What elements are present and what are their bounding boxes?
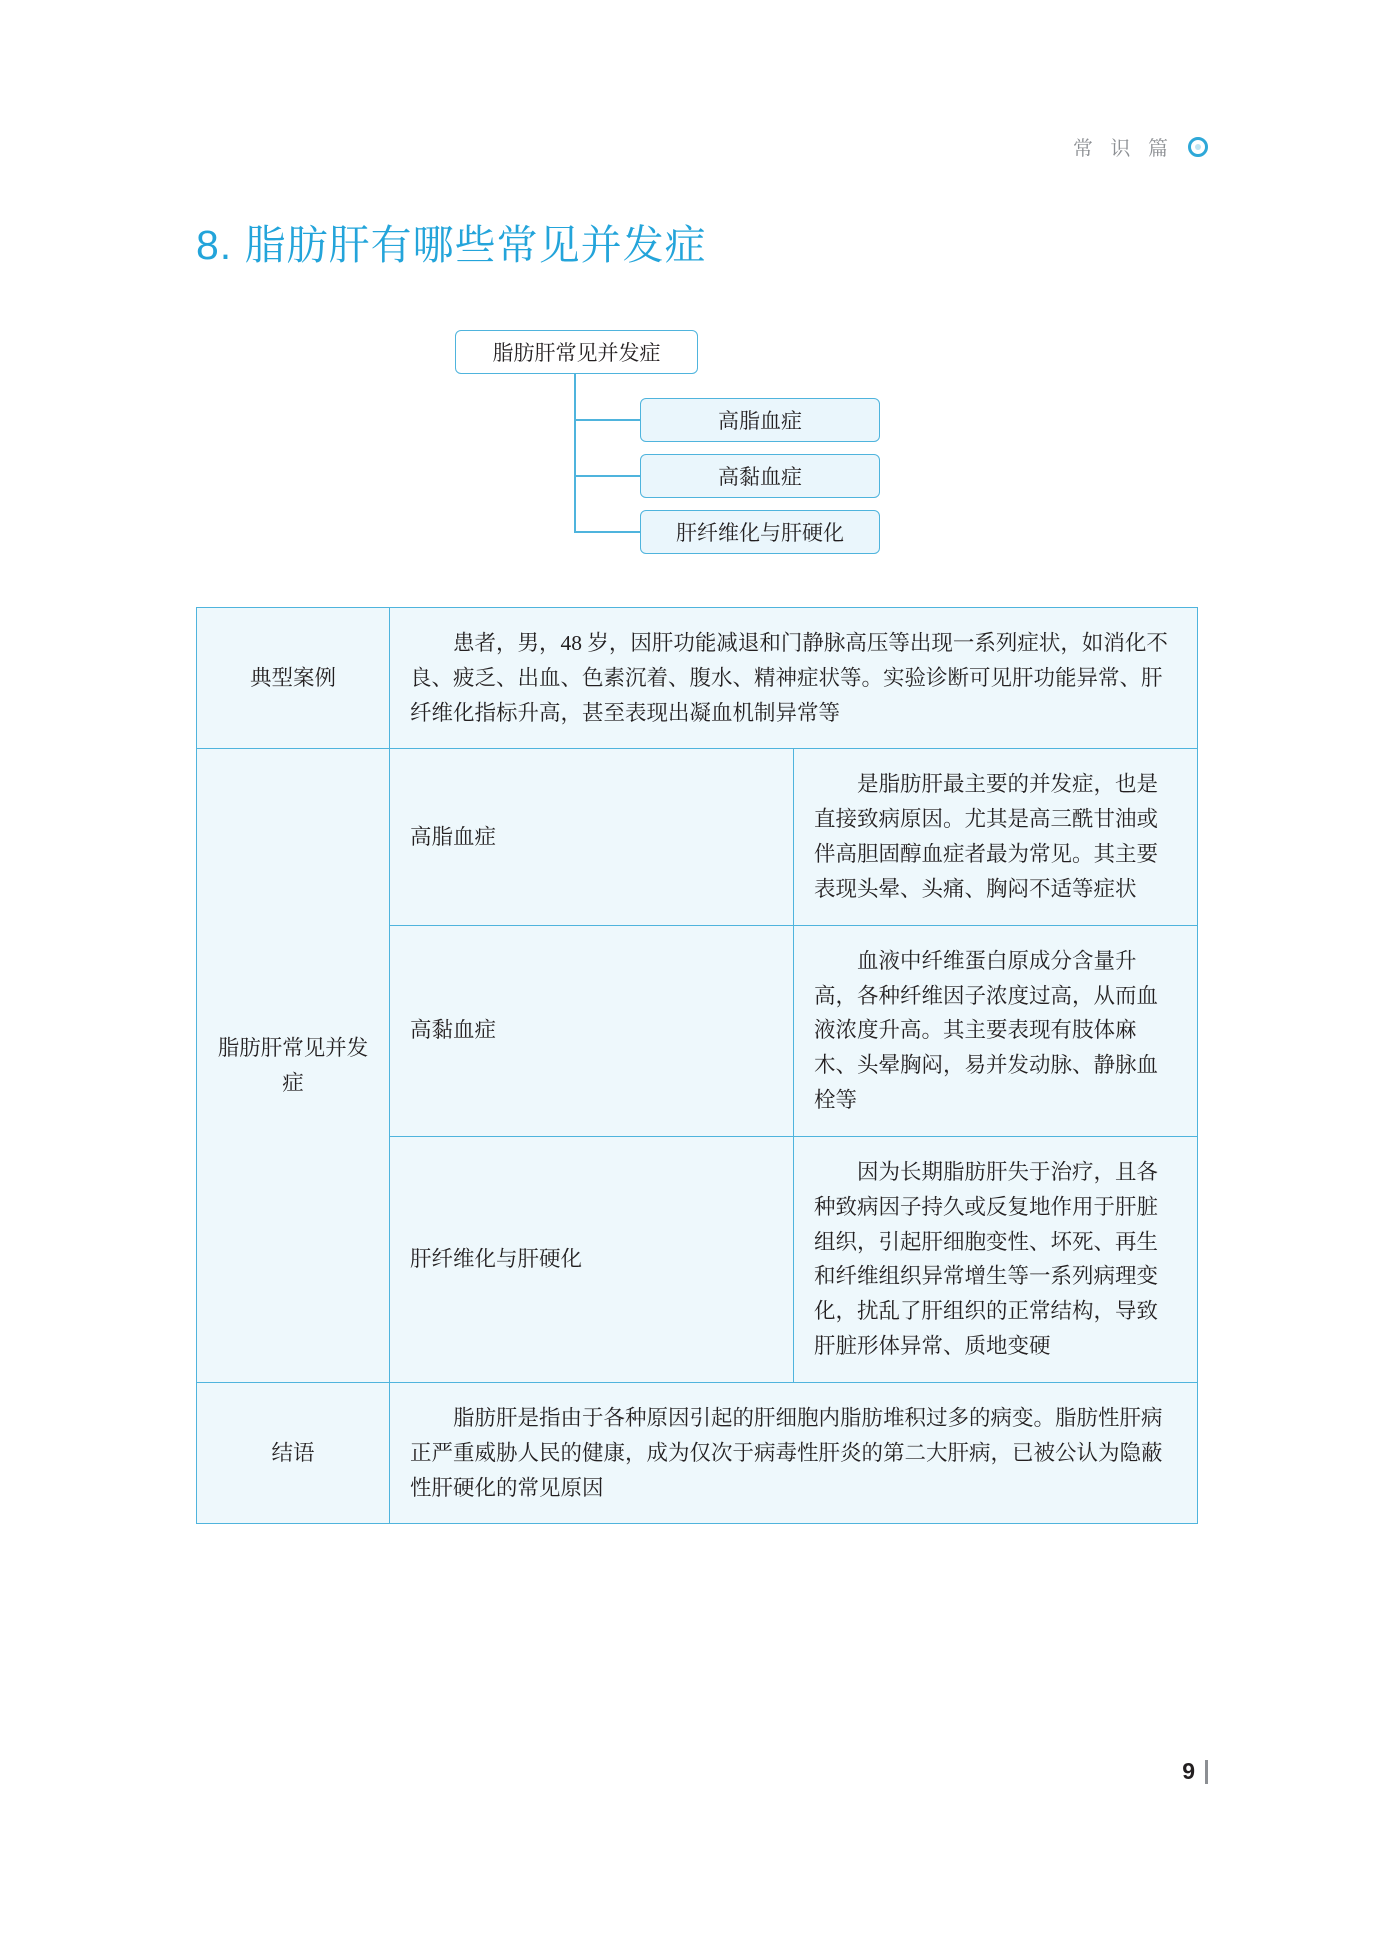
diagram-child-node-3: 肝纤维化与肝硬化	[640, 510, 880, 554]
row-text-hyperlipidemia: 是脂肪肝最主要的并发症，也是直接致病原因。尤其是高三酰甘油或伴高胆固醇血症者最为常见。其主要表现头晕、头痛、胸闷不适等症状	[794, 749, 1198, 925]
row-sublabel-hyperviscosity: 高黏血症	[390, 925, 794, 1136]
diagram-connector-vertical	[574, 374, 576, 532]
running-head-text: 常 识 篇	[1072, 138, 1174, 160]
diagram-root-node: 脂肪肝常见并发症	[455, 330, 698, 374]
row-text-conclusion: 脂肪肝是指由于各种原因引起的肝细胞内脂肪堆积过多的病变。脂肪性肝病正严重威胁人民的健康，成为仅次于病毒性肝炎的第二大肝病，已被公认为隐蔽性肝硬化的常见原因	[390, 1382, 1198, 1523]
table-row	[197, 1382, 1198, 1523]
row-text-typical-case: 患者，男，48 岁，因肝功能减退和门静脉高压等出现一系列症状，如消化不良、疲乏、出血、色素沉着、腹水、精神症状等。实验诊断可见肝功能异常、肝纤维化指标升高，甚至表现出凝血机制异常等	[390, 608, 1198, 749]
diagram-connector-branch-1	[574, 419, 640, 421]
content-table	[196, 607, 1198, 1524]
row-text-hyperviscosity: 血液中纤维蛋白原成分含量升高，各种纤维因子浓度过高，从而血液浓度升高。其主要表现有肢体麻木、头晕胸闷，易并发动脉、静脉血栓等	[794, 925, 1198, 1136]
complications-diagram	[455, 330, 995, 545]
diagram-child-node-1: 高脂血症	[640, 398, 880, 442]
table-row	[197, 749, 1198, 925]
row-sublabel-hyperlipidemia: 高脂血症	[390, 749, 794, 925]
footer-divider	[1205, 1760, 1208, 1784]
row-sublabel-fibrosis-cirrhosis: 肝纤维化与肝硬化	[390, 1136, 794, 1382]
page-title: 8. 脂肪肝有哪些常见并发症	[196, 222, 707, 268]
circle-mark-icon	[1188, 137, 1208, 157]
diagram-child-node-2: 高黏血症	[640, 454, 880, 498]
table-row	[197, 608, 1198, 749]
page-footer	[1182, 1758, 1208, 1785]
page-number: 9	[1182, 1758, 1195, 1784]
row-label-conclusion: 结语	[197, 1382, 390, 1523]
row-label-complications: 脂肪肝常见并发症	[197, 749, 390, 1382]
diagram-connector-branch-3	[574, 531, 640, 533]
diagram-connector-branch-2	[574, 475, 640, 477]
row-label-typical-case: 典型案例	[197, 608, 390, 749]
row-text-fibrosis-cirrhosis: 因为长期脂肪肝失于治疗，且各种致病因子持久或反复地作用于肝脏组织，引起肝细胞变性、坏死、再生和纤维组织异常增生等一系列病理变化，扰乱了肝组织的正常结构，导致肝脏形体异常、质地变硬	[794, 1136, 1198, 1382]
page-header	[1073, 132, 1208, 161]
